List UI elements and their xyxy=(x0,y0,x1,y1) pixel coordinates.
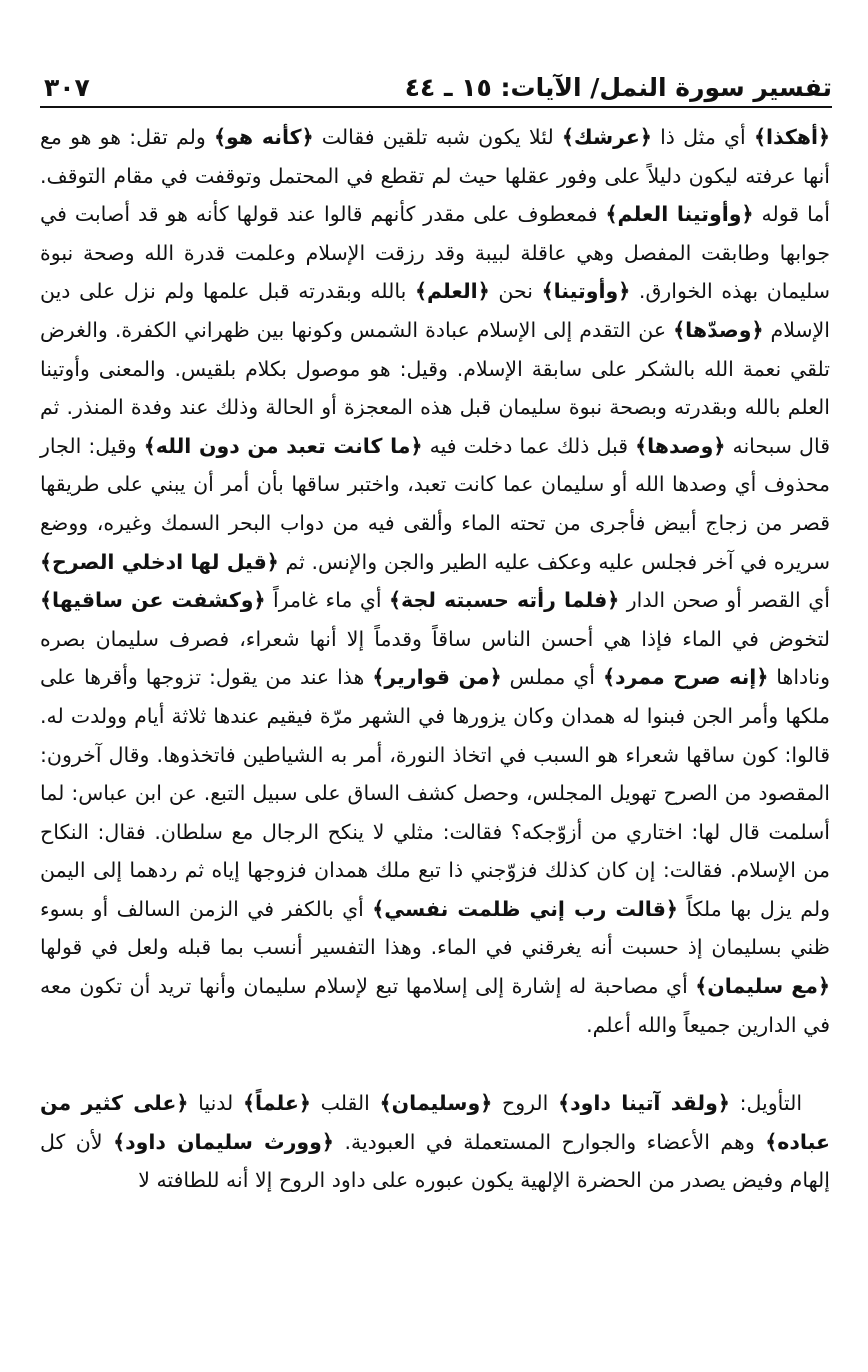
quran-quote: ﴿وسليمان﴾ xyxy=(379,1091,493,1116)
paragraph-gap xyxy=(40,1044,830,1084)
quran-quote: ﴿وصدها﴾ xyxy=(635,433,726,458)
quran-quote: ﴿علماً﴾ xyxy=(243,1091,311,1116)
paragraph-tawil xyxy=(40,1084,830,1200)
commentary-text: التأويل: xyxy=(729,1091,803,1116)
commentary-text: لئلا يكون شبه تلقين فقالت xyxy=(313,125,562,149)
quran-quote: ﴿من قوارير﴾ xyxy=(372,665,502,690)
running-title: تفسير سورة النمل/ الآيات: ١٥ ـ ٤٤ xyxy=(404,73,832,102)
commentary-text: لدنيا xyxy=(188,1091,244,1116)
quran-quote: ﴿مع سليمان﴾ xyxy=(695,974,830,999)
commentary-text: فمعطوف على مقدر كأنهم قالوا عند قولها كأنه هو قد أصابت في جوابها وطابقت المفصل وهي عاقلة لبيبة وقد رزقت الإسلام وعلمت قدرة الله وصحة نبوة سليمان بهذه الخوارق. xyxy=(40,202,830,304)
quran-quote: ﴿كأنه هو﴾ xyxy=(213,125,314,149)
commentary-text: القلب xyxy=(310,1091,380,1116)
quran-quote: ﴿العلم﴾ xyxy=(414,279,490,304)
commentary-text: بالله وبقدرته قبل علمها ولم نزل على دين الإسلام xyxy=(40,279,830,342)
body-text xyxy=(40,118,830,1200)
commentary-text: أي مصاحبة له إشارة إلى إسلامها تبع لإسلام سليمان وأنها تريد أن تكون معه في الدارين جميعاً والله أعلم. xyxy=(40,974,830,1037)
quran-quote: ﴿ولقد آتينا داود﴾ xyxy=(558,1091,730,1116)
quran-quote: ﴿قالت رب إني ظلمت نفسي﴾ xyxy=(372,896,678,921)
commentary-text: هذا عند من يقول: تزوجها وأقرها على ملكها وأمر الجن فبنوا له همدان وكان يزورها في الشهر مرّة فيقيم عندها ثلاثة أيام وولدت له. قالوا: كون ساقها شعراء هو السبب في اتخاذ النورة، أمر به الشياطين فاتخذوها. وقال آخرون: المقصود من الصرح تهويل المجلس، وحصل كشف الساق على سبيل التبع. عن ابن عباس: لما أسلمت قال لها: اختاري من أزوّجكه؟ فقالت: مثلي لا ينكح الرجال مع سلطان. فقال: النكاح من الإسلام. فقالت: إن كان كذلك فزوّجني ذا تبع ملك همدان فزوجها إياه ثم ردهما إلى اليمن ولم يزل بها ملكاً xyxy=(40,665,830,921)
commentary-text: أي مملس xyxy=(501,665,603,690)
commentary-text: لأن كل إلهام وفيض يصدر من الحضرة الإلهية يكون عبوره على داود الروح إلا أنه للطافته لا xyxy=(40,1129,830,1193)
quran-quote: ﴿وورث سليمان داود﴾ xyxy=(113,1129,334,1154)
quran-quote: ﴿وكشفت عن ساقيها﴾ xyxy=(40,588,266,613)
header-divider xyxy=(40,106,832,108)
quran-quote: ﴿فلما رأته حسبته لجة﴾ xyxy=(389,588,620,613)
quran-quote: ﴿عرشك﴾ xyxy=(561,125,652,149)
commentary-text: وهم الأعضاء والجوارح المستعملة في العبودية. xyxy=(333,1129,766,1154)
commentary-text: لتخوض في الماء فإذا هي أحسن الناس ساقاً وقدماً إلا أنها شعراء، فصرف سليمان بصره وناداها xyxy=(40,626,831,690)
page-number: ٣٠٧ xyxy=(44,73,90,102)
quran-quote: ﴿وصدّها﴾ xyxy=(673,317,764,342)
commentary-text: عن التقدم إلى الإسلام عبادة الشمس وكونها بين ظهراني الكفرة. والغرض تلقي نعمة الله بالشكر على سابقة الإسلام. وقيل: هو موصول بكلام بلقيس. والمعنى وأوتينا العلم بالله وبقدرته وبصحة نبوة سليمان قبل هذه المعجزة أو الحالة وذلك عند وفدة المنذر. ثم قال سبحانه xyxy=(40,317,830,458)
commentary-text: ولم تقل: هو هو مع أنها عرفته ليكون دليلاً على وفور عقلها حيث لم تقطع في المحتمل وتوقفت في مقام التوقف. أما قوله xyxy=(40,125,830,227)
commentary-text: الروح xyxy=(492,1091,559,1116)
commentary-text: أي ماء غامراً xyxy=(265,588,390,613)
commentary-text: أي بالكفر في الزمن السالف أو بسوء ظني بسليمان إذ حسبت أنه يغرقني في الماء. وهذا التفسير أنسب بما قبله ولعل في قولها xyxy=(40,896,830,960)
commentary-text: أي مثل ذا xyxy=(651,125,754,149)
quran-quote: ﴿قيل لها ادخلي الصرح﴾ xyxy=(40,549,279,574)
quran-quote: ﴿ما كانت تعبد من دون الله﴾ xyxy=(143,433,423,458)
quran-quote: ﴿وأوتينا﴾ xyxy=(541,279,631,304)
commentary-text: قبل ذلك عما دخلت فيه xyxy=(422,433,636,458)
quran-quote: ﴿وأوتينا العلم﴾ xyxy=(605,202,754,227)
quran-quote: ﴿أهكذا﴾ xyxy=(753,125,831,149)
commentary-text: أي القصر أو صحن الدار xyxy=(619,588,830,613)
running-header xyxy=(44,62,832,102)
quran-quote: ﴿على كثير من عباده﴾ xyxy=(40,1091,830,1154)
commentary-text: وقيل: الجار محذوف أي وصدها الله أو سليمان عما كانت تعبد، واختبر ساقها بأن أمر أن يبني على طريقها قصر من زجاج أبيض فأجرى من تحته الماء وألقى فيه من دواب البحر السمك وغيره، ووضع سريره في آخر فجلس عليه وعكف عليه الطير والجن والإنس. ثم xyxy=(40,433,830,574)
quran-quote: ﴿إنه صرح ممرد﴾ xyxy=(602,665,769,690)
commentary-text: نحن xyxy=(489,279,542,304)
paragraph-commentary xyxy=(40,118,830,1044)
